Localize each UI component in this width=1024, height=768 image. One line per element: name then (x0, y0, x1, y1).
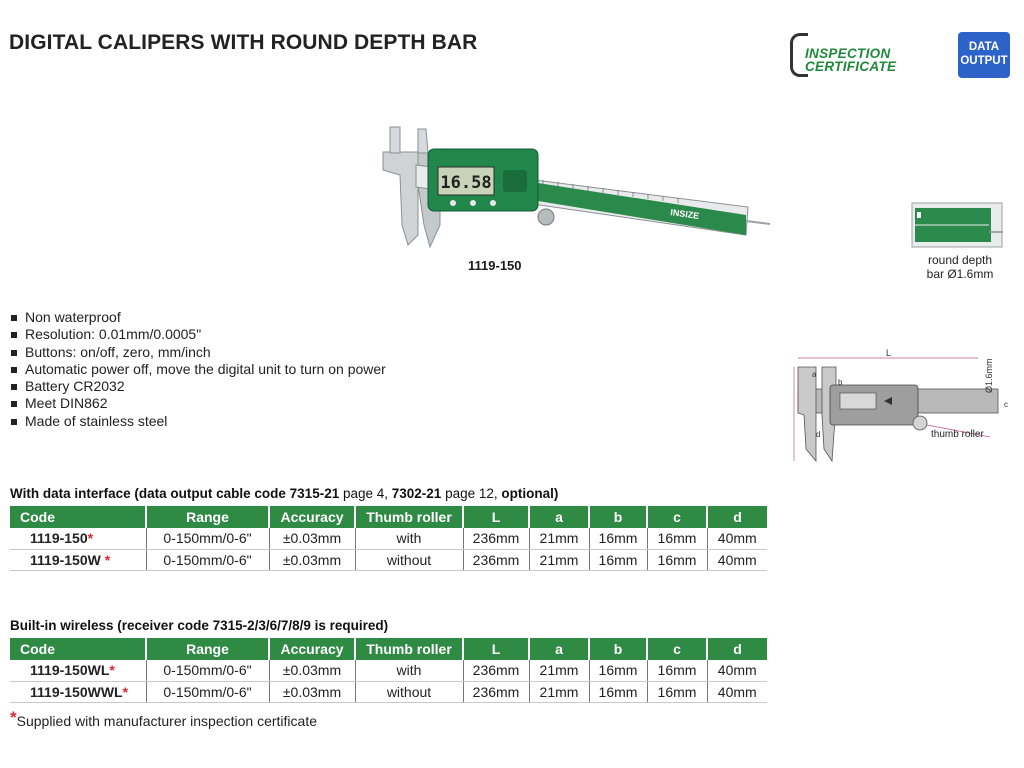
label-a: a (812, 370, 817, 379)
label-c: c (1004, 400, 1008, 409)
thumb-roller-cell: with (355, 528, 463, 549)
column-header: a (529, 638, 589, 660)
star-icon: * (109, 662, 115, 679)
certificate-line1: INSPECTION (805, 46, 891, 61)
d-cell: 40mm (707, 528, 767, 549)
accuracy-cell: ±0.03mm (269, 549, 355, 570)
data-output-line2: OUTPUT (960, 55, 1008, 67)
a-cell: 21mm (529, 681, 589, 702)
caliper-product-image (378, 125, 773, 255)
thumb-roller-cell: without (355, 681, 463, 702)
footnote (10, 708, 317, 729)
star-icon: * (104, 551, 111, 568)
feature-item: Battery CR2032 (10, 378, 386, 395)
table2-heading: Built-in wireless (receiver code 7315-2/3/6/7/8/9 is required) (10, 618, 389, 633)
certificate-text (805, 47, 896, 73)
b-cell: 16mm (589, 549, 647, 570)
product-model-label: 1119-150 (468, 258, 522, 273)
c-cell: 16mm (647, 660, 707, 681)
L-cell: 236mm (463, 681, 529, 702)
brand-logo: INSIZE (669, 207, 700, 222)
feature-item: Resolution: 0.01mm/0.0005" (10, 326, 386, 343)
footnote-text: Supplied with manufacturer inspection certificate (16, 713, 318, 729)
a-cell: 21mm (529, 549, 589, 570)
L-cell: 236mm (463, 528, 529, 549)
code-cell: 1119-150* (10, 528, 146, 549)
d-cell: 40mm (707, 660, 767, 681)
column-header: Code (10, 638, 146, 660)
b-cell: 16mm (589, 660, 647, 681)
thumb-roller-cell: with (355, 660, 463, 681)
column-header: Range (146, 638, 269, 660)
range-cell: 0-150mm/0-6" (146, 681, 269, 702)
table1-heading-bold1: With data interface (data output cable code 7315-21 (10, 486, 340, 501)
column-header: a (529, 506, 589, 528)
range-cell: 0-150mm/0-6" (146, 549, 269, 570)
display-reading: 16.58 (440, 173, 492, 193)
feature-item: Made of stainless steel (10, 413, 386, 430)
feature-item: Meet DIN862 (10, 395, 386, 412)
table-row (10, 528, 767, 549)
table1-heading (10, 486, 558, 501)
table-header-row (10, 506, 767, 528)
page-title: DIGITAL CALIPERS WITH ROUND DEPTH BAR (9, 31, 478, 54)
feature-item: Automatic power off, move the digital unit to turn on power (10, 361, 386, 378)
data-output-badge (958, 32, 1010, 78)
inspection-certificate-logo (790, 33, 932, 79)
feature-item: Buttons: on/off, zero, mm/inch (10, 344, 386, 361)
b-cell: 16mm (589, 681, 647, 702)
spec-table-data-interface (10, 506, 767, 571)
star-icon: * (122, 683, 129, 700)
depth-bar-caption (905, 253, 1015, 281)
table1-heading-text2: page 12, (441, 486, 502, 501)
c-cell: 16mm (647, 681, 707, 702)
d-cell: 40mm (707, 549, 767, 570)
column-header: L (463, 506, 529, 528)
label-b: b (838, 378, 843, 387)
code-cell: 1119-150WWL* (10, 681, 146, 702)
a-cell: 21mm (529, 528, 589, 549)
label-d: d (816, 430, 821, 439)
L-cell: 236mm (463, 549, 529, 570)
column-header: d (707, 638, 767, 660)
feature-item: Non waterproof (10, 309, 386, 326)
label-L: L (886, 348, 892, 358)
table1-heading-bold2: 7302-21 (391, 486, 442, 501)
depth-caption-line1: round depth (927, 253, 993, 267)
range-cell: 0-150mm/0-6" (146, 660, 269, 681)
spec-table-wireless (10, 638, 767, 703)
d-cell: 40mm (707, 681, 767, 702)
column-header: Code (10, 506, 146, 528)
column-header: Thumb roller (355, 506, 463, 528)
table-header-row (10, 638, 767, 660)
column-header: Accuracy (269, 638, 355, 660)
label-thumb-roller: thumb roller (931, 429, 984, 440)
table1-heading-text1: page 4, (339, 486, 392, 501)
column-header: c (647, 506, 707, 528)
table1-heading-bold3: optional) (501, 486, 559, 501)
b-cell: 16mm (589, 528, 647, 549)
code-cell: 1119-150W * (10, 549, 146, 570)
a-cell: 21mm (529, 660, 589, 681)
L-cell: 236mm (463, 660, 529, 681)
certificate-line2: CERTIFICATE (805, 59, 897, 74)
label-diameter: Ø1.6mm (984, 358, 994, 393)
features-list (10, 309, 386, 430)
column-header: Range (146, 506, 269, 528)
thumb-roller-cell: without (355, 549, 463, 570)
depth-caption-line2: bar Ø1.6mm (926, 267, 994, 281)
table-row (10, 681, 767, 702)
column-header: b (589, 638, 647, 660)
accuracy-cell: ±0.03mm (269, 528, 355, 549)
c-cell: 16mm (647, 549, 707, 570)
code-cell: 1119-150WL* (10, 660, 146, 681)
column-header: L (463, 638, 529, 660)
column-header: d (707, 506, 767, 528)
table-row (10, 549, 767, 570)
c-cell: 16mm (647, 528, 707, 549)
column-header: b (589, 506, 647, 528)
column-header: Thumb roller (355, 638, 463, 660)
column-header: Accuracy (269, 506, 355, 528)
column-header: c (647, 638, 707, 660)
range-cell: 0-150mm/0-6" (146, 528, 269, 549)
data-output-line1: DATA (968, 41, 1000, 53)
star-icon: * (10, 708, 17, 727)
accuracy-cell: ±0.03mm (269, 660, 355, 681)
star-icon: * (87, 530, 94, 547)
accuracy-cell: ±0.03mm (269, 681, 355, 702)
depth-bar-closeup-image (911, 202, 1003, 252)
table-row (10, 660, 767, 681)
dimension-diagram (790, 345, 1018, 467)
